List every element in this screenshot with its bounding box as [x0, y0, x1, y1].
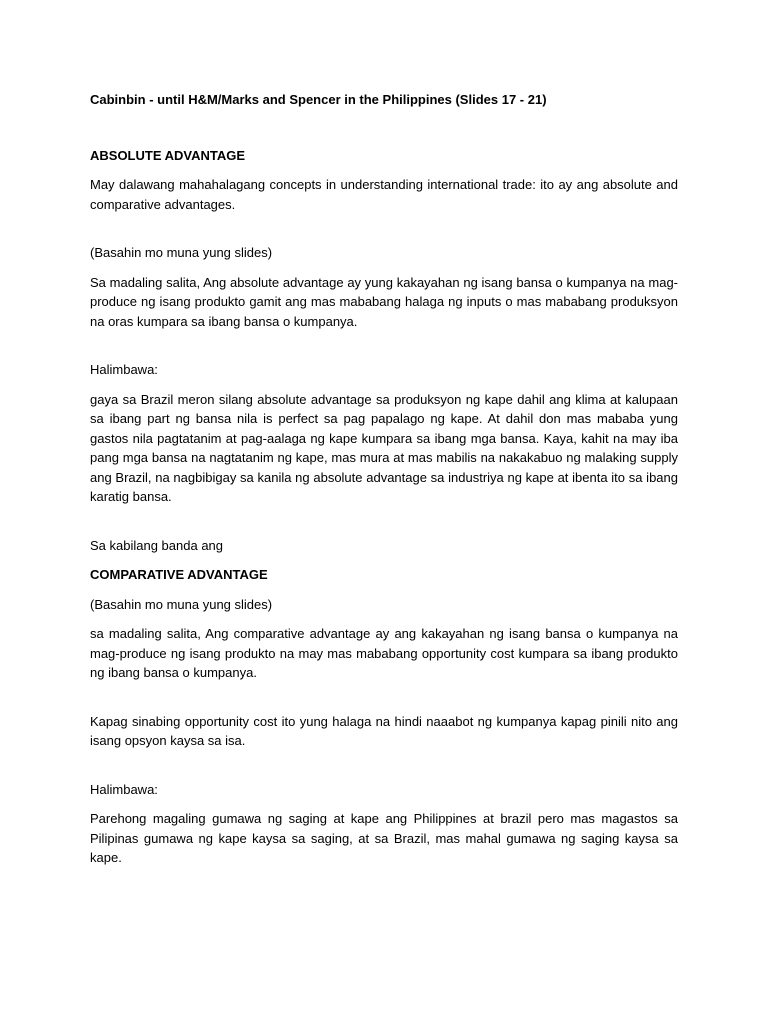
- section-heading-comparative-advantage: COMPARATIVE ADVANTAGE: [90, 567, 268, 582]
- absolute-advantage-example: gaya sa Brazil meron silang absolute advantage sa produksyon ng kape dahil ang klima at kalupaan sa ibang part ng bansa nila is perfect sa pag papalago ng kape. At dahil don mas mababa yung gastos nila pagtatanim at pag-aalaga ng kape kumpara sa ibang mga bansa. Kaya, kahit na may iba pang mga bansa na nagtatanim ng kape, mas mura at mas mabilis na nakakabuo ng malaking supply ang Brazil, na nagbibigay sa kanila ng absolute advantage sa industriya ng kape at ibenta ito sa ibang karatig bansa.: [90, 391, 678, 504]
- read-slides-note: (Basahin mo muna yung slides): [90, 245, 273, 260]
- document-page: [90, 90, 678, 878]
- intro-paragraph: May dalawang mahahalagang concepts in understanding international trade: ito ay ang absolute and comparative advantages.: [90, 177, 678, 212]
- section-heading-absolute-advantage: ABSOLUTE ADVANTAGE: [90, 147, 246, 163]
- document-title: Cabinbin - until H&M/Marks and Spencer in the Philippines (Slides 17 - 21): [90, 92, 547, 107]
- read-slides-note: (Basahin mo muna yung slides): [90, 596, 273, 612]
- comparative-advantage-definition: sa madaling salita, Ang comparative advantage ay ang kakayahan ng isang bansa o kumpanya na mag-produce ng isang produkto na may mas mababang opportunity cost kumpara sa ibang produkto ng ibang bansa o kumpanya.: [90, 626, 678, 680]
- opportunity-cost-paragraph: Kapag sinabing opportunity cost ito yung halaga na hindi naaabot ng kumpanya kapag pinili nito ang isang opsyon kaysa sa isa.: [90, 713, 678, 748]
- example-label: Halimbawa:: [90, 781, 158, 797]
- comparative-advantage-example: Parehong magaling gumawa ng saging at kape ang Philippines at brazil pero mas magastos sa Pilipinas gumawa ng kape kaysa sa saging, at sa Brazil, mas mahal gumawa ng saging kaysa sa kape.: [90, 811, 678, 865]
- example-label: Halimbawa:: [90, 362, 158, 377]
- absolute-advantage-definition: Sa madaling salita, Ang absolute advantage ay yung kakayahan ng isang bansa o kumpanya na mag-produce ng isang produkto gamit ang mas mababang halaga ng inputs o mas mababang produksyon na oras kumpara sa ibang bansa o kumpanya.: [90, 274, 678, 329]
- transition-text: Sa kabilang banda ang: [90, 537, 224, 553]
